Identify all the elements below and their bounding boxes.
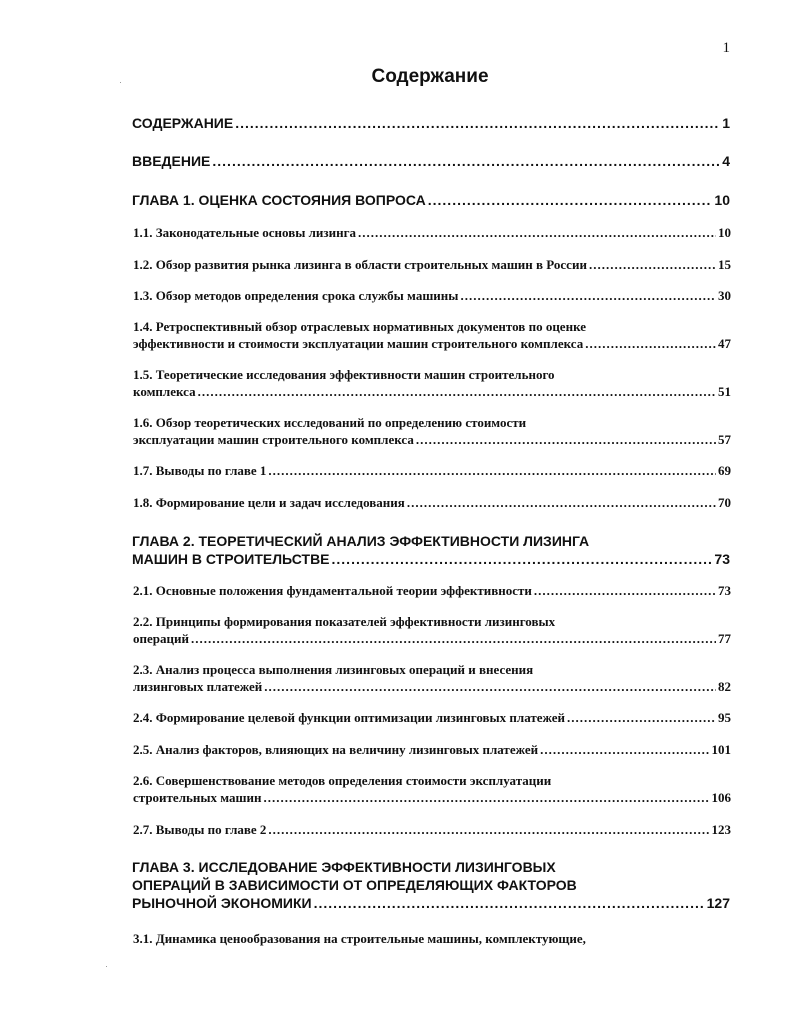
toc-entry-section[interactable] xyxy=(133,821,731,838)
toc-entry-label-continued: эффективности и стоимости эксплуатации машин строительного комплекса xyxy=(133,336,584,351)
toc-page-number: 127 xyxy=(706,895,730,911)
toc-entry-section[interactable] xyxy=(133,287,731,304)
toc-page-number: 95 xyxy=(718,710,731,725)
toc-entry-contents[interactable] xyxy=(132,114,730,132)
toc-entry-label-continued: РЫНОЧНОЙ ЭКОНОМИКИ xyxy=(132,895,312,911)
toc-entry-section[interactable] xyxy=(133,772,731,806)
dot-leader xyxy=(534,582,716,599)
toc-entry-label-continued: МАШИН В СТРОИТЕЛЬСТВЕ xyxy=(132,551,330,567)
toc-entry-label: 1.4. Ретроспективный обзор отраслевых нормативных документов по оценке xyxy=(133,319,587,334)
toc-entry-label: СОДЕРЖАНИЕ xyxy=(132,115,234,131)
dot-leader xyxy=(235,114,720,132)
dot-leader xyxy=(332,550,713,568)
toc-page-number: 77 xyxy=(718,631,731,646)
toc-entry-label: 2.7. Выводы по главе 2 xyxy=(133,822,267,837)
toc-entry-section[interactable] xyxy=(133,318,731,352)
dot-leader xyxy=(416,431,716,448)
toc-entry-label: 2.5. Анализ факторов, влияющих на величину лизинговых платежей xyxy=(133,742,539,757)
dot-leader xyxy=(191,630,716,647)
dot-leader xyxy=(268,462,716,479)
toc-entry-section[interactable] xyxy=(133,582,731,599)
dot-leader xyxy=(314,894,705,912)
toc-page-number: 82 xyxy=(718,679,731,694)
scan-speck xyxy=(106,966,107,967)
dot-leader xyxy=(428,191,713,209)
toc-entry-section[interactable] xyxy=(133,366,731,400)
toc-entry-label: 1.5. Теоретические исследования эффективности машин строительного xyxy=(133,367,555,382)
toc-page-number: 51 xyxy=(718,384,731,399)
toc-entry-section[interactable] xyxy=(133,494,731,511)
dot-leader xyxy=(585,335,716,352)
toc-entry-label: 2.4. Формирование целевой функции оптимизации лизинговых платежей xyxy=(133,710,566,725)
toc-entry-section[interactable] xyxy=(133,661,731,695)
toc-entry-label: 2.3. Анализ процесса выполнения лизинговых операций и внесения xyxy=(133,662,534,677)
toc-entry-chapter-1[interactable] xyxy=(132,191,730,209)
dot-leader xyxy=(540,741,709,758)
toc-entry-section[interactable] xyxy=(133,741,731,758)
toc-entry-label: ГЛАВА 1. ОЦЕНКА СОСТОЯНИЯ ВОПРОСА xyxy=(132,192,426,208)
toc-entry-label-continued: эксплуатации машин строительного комплекса xyxy=(133,432,414,447)
toc-entry-chapter-3[interactable] xyxy=(132,858,730,912)
toc-entry-label-continued: лизинговых платежей xyxy=(133,679,263,694)
toc-entry-section[interactable] xyxy=(133,462,731,479)
toc-entry-label: 2.2. Принципы формирования показателей эффективности лизинговых xyxy=(133,614,556,629)
dot-leader xyxy=(263,789,709,806)
toc-entry-section[interactable] xyxy=(133,414,731,448)
dot-leader xyxy=(198,383,716,400)
toc-entry-label: 1.7. Выводы по главе 1 xyxy=(133,463,267,478)
toc-entry-label: 2.1. Основные положения фундаментальной теории эффективности xyxy=(133,583,532,598)
dot-leader xyxy=(212,152,720,170)
toc-page-number: 10 xyxy=(718,225,731,240)
page-number: 1 xyxy=(722,40,730,56)
dot-leader xyxy=(589,256,716,273)
toc-entry-label: 3.1. Динамика ценообразования на строительные машины, комплектующие, xyxy=(133,931,586,946)
toc-page-number: 69 xyxy=(718,463,731,478)
toc-entry-label: ГЛАВА 2. ТЕОРЕТИЧЕСКИЙ АНАЛИЗ ЭФФЕКТИВНОСТИ ЛИЗИНГА xyxy=(132,533,590,549)
toc-page-number: 30 xyxy=(718,288,731,303)
toc-page-number: 47 xyxy=(718,336,731,351)
toc-entry-section[interactable] xyxy=(133,709,731,726)
dot-leader xyxy=(358,224,716,241)
dot-leader xyxy=(460,287,716,304)
toc-page-number: 4 xyxy=(722,153,730,169)
toc-entry-label: 1.6. Обзор теоретических исследований по определению стоимости xyxy=(133,415,527,430)
toc-entry-section[interactable] xyxy=(133,256,731,273)
scan-speck xyxy=(120,82,121,83)
dot-leader xyxy=(264,678,716,695)
toc-entry-label: 1.2. Обзор развития рынка лизинга в области строительных машин в России xyxy=(133,257,587,272)
toc-page-number: 1 xyxy=(722,115,730,131)
toc-entry-label: 2.6. Совершенствование методов определения стоимости эксплуатации xyxy=(133,773,552,788)
toc-entry-label: ГЛАВА 3. ИССЛЕДОВАНИЕ ЭФФЕКТИВНОСТИ ЛИЗИНГОВЫХ xyxy=(132,859,556,875)
toc-entry-label: 1.1. Законодательные основы лизинга xyxy=(133,225,357,240)
toc-page-number: 106 xyxy=(711,790,731,805)
toc-page-number: 123 xyxy=(711,822,731,837)
toc-entry-label: 1.8. Формирование цели и задач исследования xyxy=(133,495,405,510)
toc-entry-label-continued: комплекса xyxy=(133,384,196,399)
toc-entry-chapter-2[interactable] xyxy=(132,532,730,568)
toc-page-number: 73 xyxy=(714,551,730,567)
dot-leader xyxy=(407,494,716,511)
toc-page-number: 70 xyxy=(718,495,731,510)
toc-entry-label-continued: строительных машин xyxy=(133,790,262,805)
toc-entry-section[interactable] xyxy=(133,224,731,241)
dot-leader xyxy=(268,821,709,838)
toc-entry-label: 1.3. Обзор методов определения срока службы машины xyxy=(133,288,459,303)
toc-entry-introduction[interactable] xyxy=(132,152,730,170)
toc-page-number: 101 xyxy=(711,742,731,757)
toc-page-number: 15 xyxy=(718,257,731,272)
toc-page-number: 10 xyxy=(714,192,730,208)
toc-title: Содержание xyxy=(371,66,489,87)
toc-entry-section[interactable] xyxy=(133,930,731,947)
toc-entry-label: ВВЕДЕНИЕ xyxy=(132,153,211,169)
dot-leader xyxy=(567,709,716,726)
toc-entry-section[interactable] xyxy=(133,613,731,647)
toc-page-number: 73 xyxy=(718,583,731,598)
toc-entry-label-continued: операций xyxy=(133,631,189,646)
toc-page-number: 57 xyxy=(718,432,731,447)
toc-entry-label-continued: ОПЕРАЦИЙ В ЗАВИСИМОСТИ ОТ ОПРЕДЕЛЯЮЩИХ ФАКТОРОВ xyxy=(132,877,577,893)
